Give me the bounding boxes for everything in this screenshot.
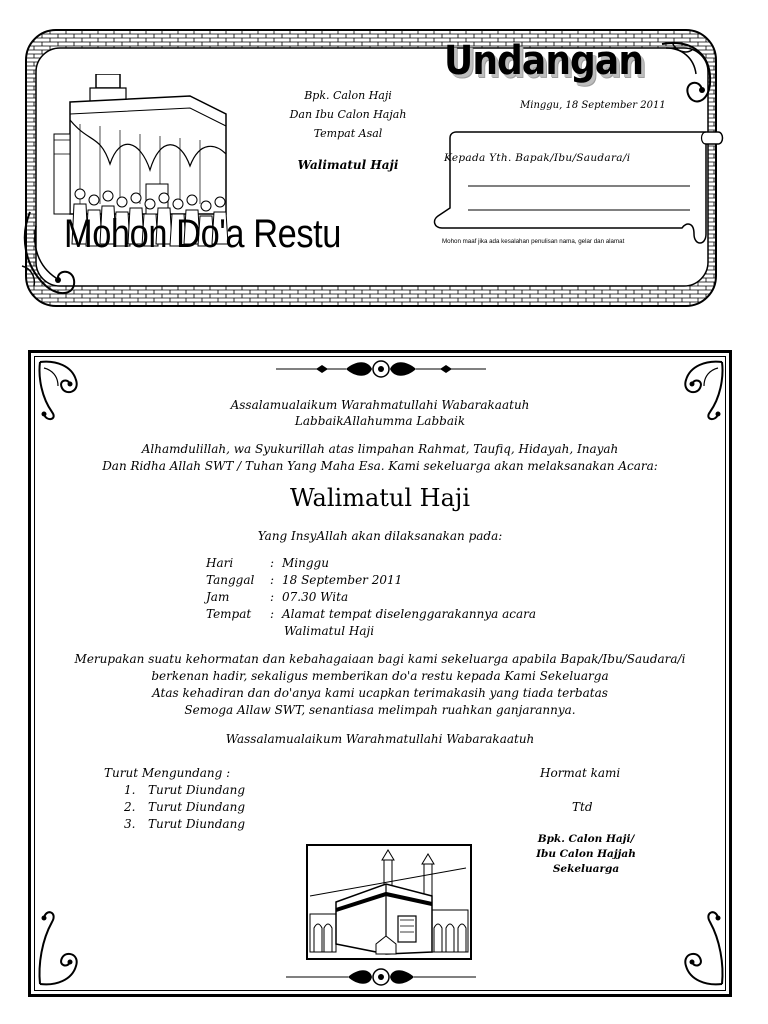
co-host-name: Turut Diundang [148, 817, 245, 831]
body-line-2: berkenan hadir, sekaligus memberikan do'a restu kepada Kami Sekeluarga [151, 669, 609, 683]
regards-label: Hormat kami [540, 766, 621, 780]
apology-note: Mohon maaf jika ada kesalahan penulisan nama, gelar dan alamat [442, 238, 625, 245]
recipient-label: Kepada Yth. Bapak/Ibu/Saudara/i [444, 152, 631, 164]
event-title: Walimatul Haji [289, 484, 471, 512]
detail-colon: : [270, 556, 275, 570]
divider-ornament-icon [286, 966, 476, 988]
badge-undangan: Undangan [444, 38, 644, 84]
host-line-2: Dan Ibu Calon Hajah [289, 108, 407, 121]
host-line-1: Bpk. Calon Haji [304, 89, 392, 102]
corner-ornament-icon [36, 906, 86, 988]
corner-ornament-icon [676, 906, 726, 988]
co-host-number: 3. [124, 817, 136, 831]
detail-row-tempat [206, 607, 536, 621]
co-host-label: Turut Mengundang : [104, 766, 231, 780]
detail-colon: : [270, 607, 275, 621]
kaaba-mosque-illustration [306, 844, 472, 960]
detail-key: Tempat [206, 607, 252, 621]
co-host-name: Turut Diundang [148, 783, 245, 797]
co-host-item [124, 783, 245, 797]
body-line-4: Semoga Allaw SWT, senantiasa melimpah ruahkan ganjarannya. [184, 703, 576, 717]
walimah-label: Walimatul Haji [297, 158, 399, 172]
announce-line: Yang InsyAllah akan dilaksanakan pada: [257, 529, 503, 543]
co-host-item [124, 817, 245, 831]
headline-mohon-doa-restu: Mohon Do'a Restu [64, 212, 341, 256]
closing-salam: Wassalamualaikum Warahmatullahi Wabarakaatuh [225, 732, 535, 746]
detail-row-jam [206, 590, 348, 604]
co-host-item [124, 800, 245, 814]
host-names [268, 86, 428, 143]
signature-mark: Ttd [572, 800, 593, 814]
co-host-number: 2. [124, 800, 136, 814]
corner-ornament-icon [36, 358, 86, 422]
body-line-1: Merupakan suatu kehormatan dan kebahagaiaan bagi kami sekeluarga apabila Bapak/Ibu/Saudara/i [74, 652, 686, 666]
co-host-name: Turut Diundang [148, 800, 245, 814]
signer-line-2: Ibu Calon Hajjah [536, 848, 636, 860]
body-line-3: Atas kehadiran dan do'anya kami ucapkan terimakasih yang tiada terbatas [152, 686, 608, 700]
detail-value: Minggu [282, 556, 329, 570]
signer-line-1: Bpk. Calon Haji/ [537, 833, 635, 845]
co-host-number: 1. [124, 783, 136, 797]
detail-key: Hari [206, 556, 234, 570]
detail-value: Alamat tempat diselenggarakannya acara [282, 607, 537, 621]
signer-line-3: Sekeluarga [552, 863, 620, 875]
detail-value: 07.30 Wita [282, 590, 349, 604]
event-date-top: Minggu, 18 September 2011 [520, 100, 666, 111]
intro-line-1: Alhamdulillah, wa Syukurillah atas limpahan Rahmat, Taufiq, Hidayah, Inayah [141, 442, 619, 456]
greeting-labbaik: LabbaikAllahumma Labbaik [294, 414, 466, 428]
host-line-3: Tempat Asal [313, 127, 383, 140]
signer-block [520, 832, 652, 877]
divider-ornament-icon [276, 358, 486, 380]
detail-colon: : [270, 573, 275, 587]
detail-place-continuation: Walimatul Haji [284, 624, 375, 638]
detail-value: 18 September 2011 [282, 573, 403, 587]
detail-row-tanggal [206, 573, 402, 587]
detail-key: Tanggal [206, 573, 255, 587]
detail-colon: : [270, 590, 275, 604]
corner-ornament-icon [676, 358, 726, 422]
detail-row-hari [206, 556, 329, 570]
greeting-salam: Assalamualaikum Warahmatullahi Wabarakaatuh [230, 398, 530, 412]
detail-key: Jam [206, 590, 230, 604]
intro-line-2: Dan Ridha Allah SWT / Tuhan Yang Maha Esa. Kami sekeluarga akan melaksanakan Acara: [102, 459, 658, 473]
